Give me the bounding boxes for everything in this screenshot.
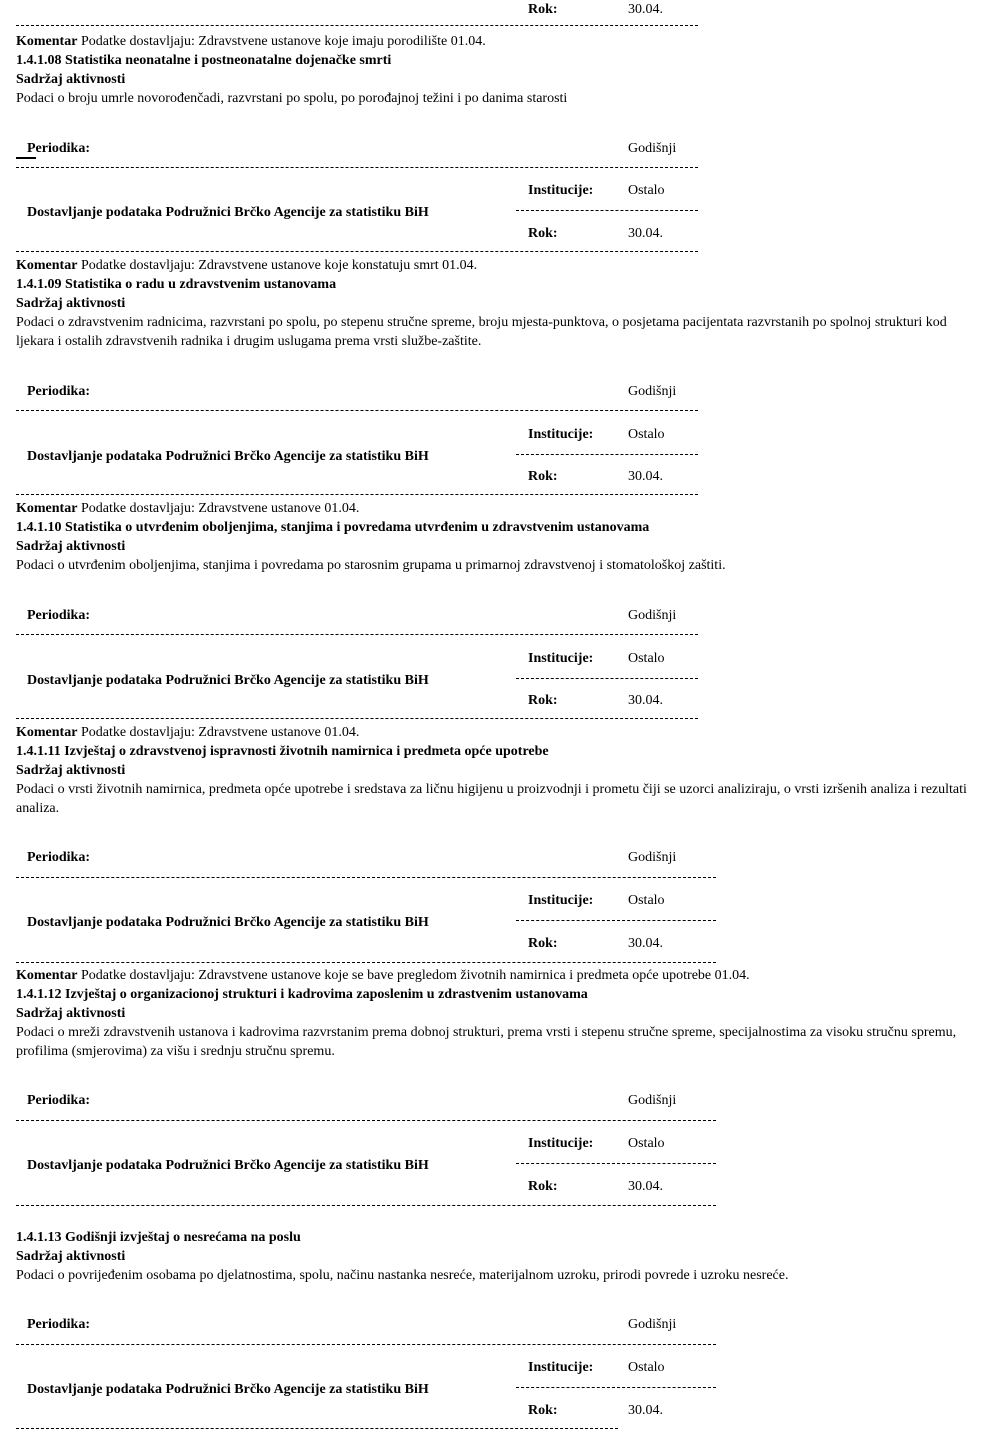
rok-value: 30.04.: [628, 2, 663, 17]
komentar-text: Podatke dostavljaju: Zdravstvene ustanove koje konstatuju smrt 01.04.: [80, 258, 478, 273]
section-content: Podaci o vrsti životnih namirnica, predmeta opće upotrebe i sredstava za ličnu higijenu u proizvodnji i prometu čiji se uzorci analiziraju, o vrsti izršenih analiza i rezultati analiza.: [16, 782, 967, 816]
periodika-value: Godišnji: [628, 1317, 677, 1332]
sadrzaj-heading: Sadržaj aktivnosti: [16, 539, 126, 554]
rok-value: 30.04.: [628, 1179, 663, 1194]
komentar-label: Komentar: [16, 968, 78, 983]
institucije-value: Ostalo: [628, 651, 665, 666]
periodika-label: Periodika:: [27, 1093, 90, 1108]
institucije-value: Ostalo: [628, 427, 665, 442]
komentar-line: [16, 32, 486, 51]
divider: [516, 1387, 716, 1388]
divider: [16, 251, 698, 252]
rok-value: 30.04.: [628, 936, 663, 951]
komentar-line: [16, 499, 359, 518]
institucije-label: Institucije:: [528, 1136, 594, 1151]
komentar-line: [16, 966, 750, 985]
rok-label: Rok:: [528, 226, 558, 241]
institucije-label: Institucije:: [528, 893, 594, 908]
institucije-value: Ostalo: [628, 893, 665, 908]
section-title: 1.4.1.12 Izvještaj o organizacionoj strukturi i kadrovima zaposlenim u zdrastvenim ustanovama: [16, 987, 588, 1002]
divider: [516, 210, 698, 211]
divider: [16, 167, 698, 168]
section-title: 1.4.1.10 Statistika o utvrđenim oboljenjima, stanjima i povredama utvrđenim u zdravstvenim ustanovama: [16, 520, 650, 535]
dostavljanje-label: Dostavljanje podataka Podružnici Brčko Agencije za statistiku BiH: [27, 449, 429, 464]
komentar-label: Komentar: [16, 501, 78, 516]
section-title: 1.4.1.08 Statistika neonatalne i postneonatalne dojenačke smrti: [16, 53, 392, 68]
divider: [516, 1163, 716, 1164]
periodika-label: Periodika:: [27, 384, 90, 399]
rok-label: Rok:: [528, 2, 558, 17]
section-content: Podaci o broju umrle novorođenčadi, razvrstani po spolu, po porođajnoj težini i po danima starosti: [16, 91, 568, 106]
sadrzaj-heading: Sadržaj aktivnosti: [16, 763, 126, 778]
komentar-text: Podatke dostavljaju: Zdravstvene ustanove 01.04.: [80, 725, 360, 740]
dostavljanje-label: Dostavljanje podataka Podružnici Brčko Agencije za statistiku BiH: [27, 915, 429, 930]
sadrzaj-heading: Sadržaj aktivnosti: [16, 1249, 126, 1264]
institucije-label: Institucije:: [528, 1360, 594, 1375]
divider: [16, 1428, 618, 1429]
komentar-line: [16, 723, 359, 742]
komentar-label: Komentar: [16, 258, 78, 273]
komentar-text: Podatke dostavljaju: Zdravstvene ustanove 01.04.: [80, 501, 360, 516]
rok-value: 30.04.: [628, 226, 663, 241]
periodika-value: Godišnji: [628, 608, 677, 623]
rok-label: Rok:: [528, 1403, 558, 1418]
institucije-label: Institucije:: [528, 427, 594, 442]
section-content: Podaci o povrijeđenim osobama po djelatnostima, spolu, načinu nastanka nesreće, materijalnom uzroku, prirodi povrede i uzroku nesreće.: [16, 1268, 789, 1283]
section-title: 1.4.1.13 Godišnji izvještaj o nesrećama na poslu: [16, 1230, 301, 1245]
divider: [516, 920, 716, 921]
rok-label: Rok:: [528, 469, 558, 484]
institucije-value: Ostalo: [628, 1136, 665, 1151]
institucije-label: Institucije:: [528, 183, 594, 198]
sadrzaj-heading: Sadržaj aktivnosti: [16, 72, 126, 87]
divider: [16, 718, 698, 719]
periodika-value: Godišnji: [628, 141, 677, 156]
divider: [16, 1344, 716, 1345]
dostavljanje-label: Dostavljanje podataka Podružnici Brčko Agencije za statistiku BiH: [27, 673, 429, 688]
dostavljanje-label: Dostavljanje podataka Podružnici Brčko Agencije za statistiku BiH: [27, 1158, 429, 1173]
dostavljanje-label: Dostavljanje podataka Podružnici Brčko Agencije za statistiku BiH: [27, 1382, 429, 1397]
divider: [16, 410, 698, 411]
divider: [16, 962, 716, 963]
sadrzaj-heading: Sadržaj aktivnosti: [16, 1006, 126, 1021]
divider: [16, 1205, 716, 1206]
section-content: Podaci o utvrđenim oboljenjima, stanjima i povredama po starosnim grupama u primarnoj zdravstvenoj i stomatološkoj zaštiti.: [16, 558, 726, 573]
sadrzaj-heading: Sadržaj aktivnosti: [16, 296, 126, 311]
divider: [16, 494, 698, 495]
rok-label: Rok:: [528, 1179, 558, 1194]
rok-value: 30.04.: [628, 1403, 663, 1418]
section-content: Podaci o zdravstvenim radnicima, razvrstani po spolu, po stepenu stručne spreme, broju mjesta-punktova, o posjetama pacijentata razvrstanih po spolnoj strukturi kod ljekara i ostalih zdravstvenih radnika i drugim uslugama prema vrsti službe-zaštite.: [16, 315, 947, 349]
section-title: 1.4.1.09 Statistika o radu u zdravstvenim ustanovama: [16, 277, 337, 292]
divider: [16, 877, 716, 878]
institucije-value: Ostalo: [628, 1360, 665, 1375]
periodika-label: Periodika:: [27, 608, 90, 623]
section-content: Podaci o mreži zdravstvenih ustanova i kadrovima razvrstanim prema dobnoj strukturi, prema vrsti i stepenu stručne spreme, specijalnostima za visoku stručnu spremu, profilima (smjerovima) za višu i srednju stručnu spremu.: [16, 1025, 957, 1059]
periodika-label: Periodika:: [27, 850, 90, 865]
komentar-text: Podatke dostavljaju: Zdravstvene ustanove koje imaju porodilište 01.04.: [80, 34, 486, 49]
dostavljanje-label: Dostavljanje podataka Podružnici Brčko Agencije za statistiku BiH: [27, 205, 429, 220]
institucije-label: Institucije:: [528, 651, 594, 666]
divider: [516, 454, 698, 455]
komentar-text: Podatke dostavljaju: Zdravstvene ustanove koje se bave pregledom životnih namirnica i predmeta opće upotrebe 01.04.: [80, 968, 750, 983]
komentar-label: Komentar: [16, 34, 78, 49]
periodika-value: Godišnji: [628, 1093, 677, 1108]
rok-value: 30.04.: [628, 469, 663, 484]
rok-label: Rok:: [528, 936, 558, 951]
rok-value: 30.04.: [628, 693, 663, 708]
divider: [16, 634, 698, 635]
komentar-line: [16, 256, 477, 275]
komentar-label: Komentar: [16, 725, 78, 740]
section-title: 1.4.1.11 Izvještaj o zdravstvenoj ispravnosti životnih namirnica i predmeta opće upotrebe: [16, 744, 549, 759]
periodika-value: Godišnji: [628, 384, 677, 399]
rok-label: Rok:: [528, 693, 558, 708]
periodika-label: Periodika:: [27, 141, 90, 156]
institucije-value: Ostalo: [628, 183, 665, 198]
periodika-value: Godišnji: [628, 850, 677, 865]
divider: [16, 1120, 716, 1121]
divider: [516, 678, 698, 679]
periodika-label: Periodika:: [27, 1317, 90, 1332]
divider: [16, 25, 698, 26]
